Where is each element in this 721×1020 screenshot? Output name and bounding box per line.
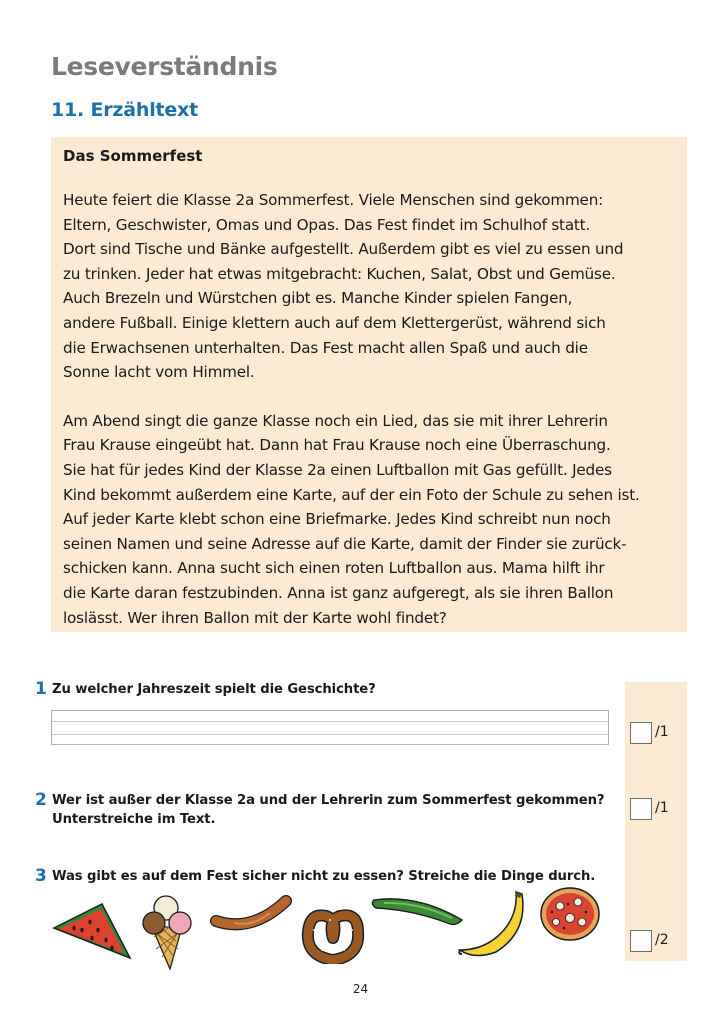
ice-cream-icon[interactable] <box>140 893 196 971</box>
story-line: Frau Krause eingeübt hat. Dann hat Frau Krause noch eine Überraschung. <box>63 436 611 455</box>
score-column <box>625 682 687 961</box>
task-question-line: Zu welcher Jahreszeit spielt die Geschichte? <box>52 682 376 697</box>
story-box <box>51 137 687 632</box>
score-label-3: /2 <box>655 932 669 948</box>
story-title: Das Sommerfest <box>63 147 203 165</box>
story-line: Dort sind Tische und Bänke aufgestellt. Außerdem gibt es viel zu essen und <box>63 240 624 259</box>
task-question-line: Was gibt es auf dem Fest sicher nicht zu essen? Streiche die Dinge durch. <box>52 869 596 884</box>
story-line: Auf jeder Karte klebt schon eine Briefmarke. Jedes Kind schreibt nun noch <box>63 510 611 529</box>
score-label-1: /1 <box>655 724 669 740</box>
task-number: 1 <box>35 679 47 699</box>
score-label-2: /1 <box>655 800 669 816</box>
story-line: andere Fußball. Einige klettern auch auf dem Klettergerüst, während sich <box>63 313 606 332</box>
score-box-3[interactable] <box>630 930 652 952</box>
score-box-2[interactable] <box>630 798 652 820</box>
story-line: Auch Brezeln und Würstchen gibt es. Manche Kinder spielen Fangen, <box>63 289 573 308</box>
page-heading: Leseverständnis <box>51 52 278 81</box>
story-line: die Karte daran festzubinden. Anna ist ganz aufgeregt, als sie ihren Ballon <box>63 583 614 602</box>
banana-icon[interactable] <box>456 888 532 960</box>
story-line: Sonne lacht vom Himmel. <box>63 363 255 382</box>
story-line: Eltern, Geschwister, Omas und Opas. Das Fest findet im Schulhof statt. <box>63 215 591 234</box>
story-line: schicken kann. Anna sucht sich einen roten Luftballon aus. Mama hilft ihr <box>63 559 605 578</box>
story-line: Kind bekommt außerdem eine Karte, auf der ein Foto der Schule zu sehen ist. <box>63 485 640 504</box>
task-question-line: Wer ist außer der Klasse 2a und der Lehrerin zum Sommerfest gekommen? <box>52 793 605 808</box>
watermelon-icon[interactable] <box>50 900 134 962</box>
story-line: seinen Namen und seine Adresse auf die Karte, damit der Finder sie zurück- <box>63 534 627 553</box>
task-number: 2 <box>35 790 47 810</box>
pretzel-icon[interactable] <box>300 906 366 964</box>
task-question <box>52 791 604 829</box>
story-paragraph-2 <box>63 409 675 630</box>
story-line: Sie hat für jedes Kind der Klasse 2a einen Luftballon mit Gas gefüllt. Jedes <box>63 460 612 479</box>
story-paragraph-1 <box>63 188 675 385</box>
pizza-icon[interactable] <box>538 886 602 942</box>
answer-lines[interactable] <box>51 710 609 745</box>
task-question <box>52 680 376 699</box>
page-number: 24 <box>352 982 369 996</box>
section-title: 11. Erzähltext <box>51 99 199 121</box>
story-line: Am Abend singt die ganze Klasse noch ein Lied, das sie mit ihrer Lehrerin <box>63 411 608 430</box>
cucumber-icon[interactable] <box>370 892 466 928</box>
story-line: loslässt. Wer ihren Ballon mit der Karte wohl findet? <box>63 608 447 627</box>
task-question-line: Unterstreiche im Text. <box>52 812 216 827</box>
story-line: die Erwachsenen unterhalten. Das Fest macht allen Spaß und auch die <box>63 338 588 357</box>
task-question <box>52 867 595 886</box>
sausage-icon[interactable] <box>210 893 294 933</box>
story-line: Heute feiert die Klasse 2a Sommerfest. Viele Menschen sind gekommen: <box>63 191 604 209</box>
task-number: 3 <box>35 866 47 886</box>
score-box-1[interactable] <box>630 722 652 744</box>
story-line: zu trinken. Jeder hat etwas mitgebracht: Kuchen, Salat, Obst und Gemüse. <box>63 264 616 283</box>
